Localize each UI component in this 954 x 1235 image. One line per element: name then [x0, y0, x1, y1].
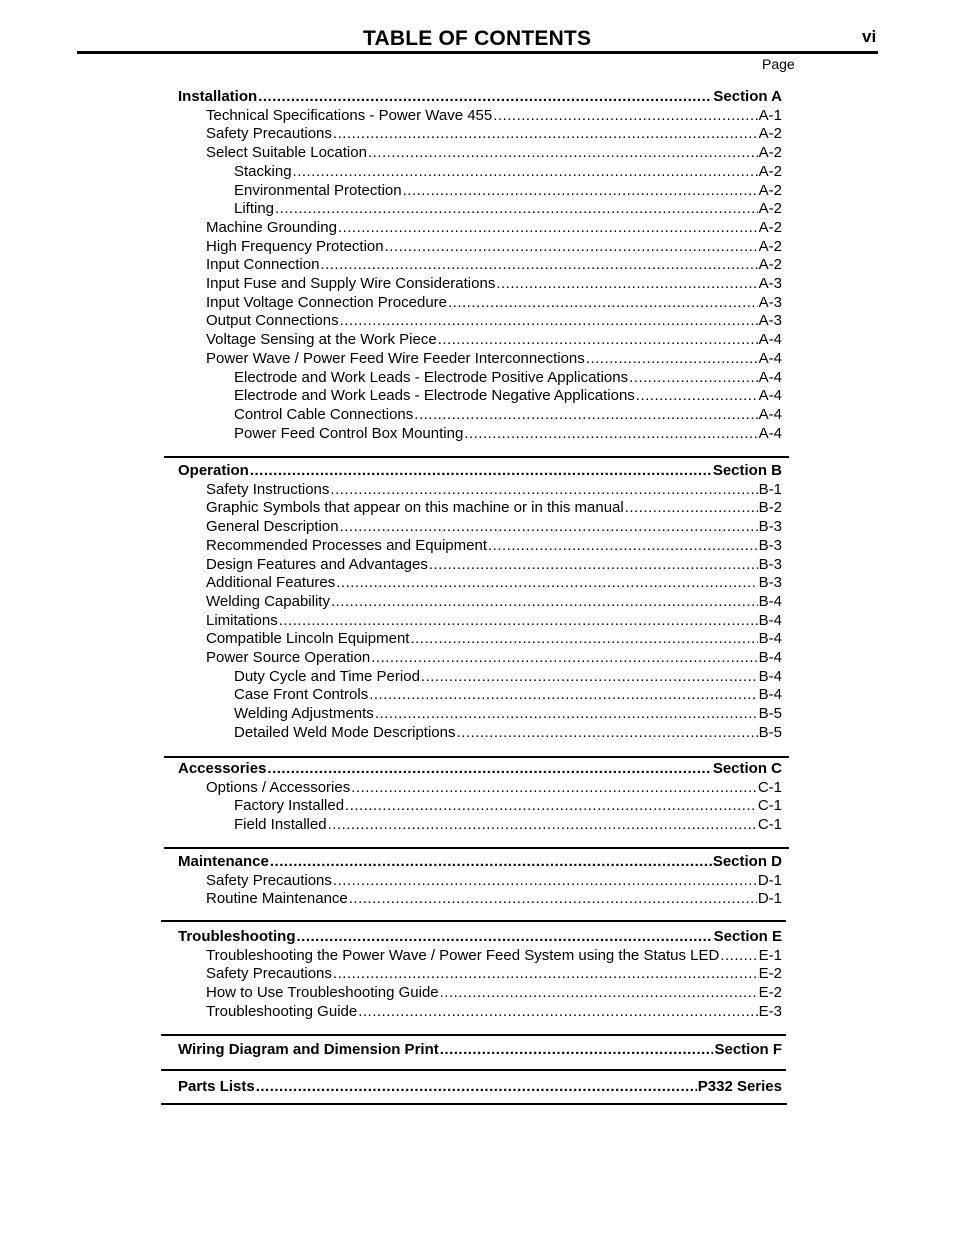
dot-leader [256, 1078, 697, 1097]
toc-entry [206, 275, 782, 294]
toc-entry-title: Power Wave / Power Feed Wire Feeder Interconnections [206, 349, 585, 367]
toc-section-heading-page: Section E [713, 928, 782, 945]
toc-entry-page: E-1 [758, 946, 782, 964]
toc-entry [206, 125, 782, 144]
page-column-label: Page [762, 56, 795, 72]
toc-entry-title: Select Suitable Location [206, 144, 367, 162]
dot-leader [385, 238, 758, 257]
toc-entry-page: D-1 [757, 890, 782, 908]
dot-leader [457, 724, 758, 743]
section-divider [161, 1103, 787, 1105]
dot-leader [333, 965, 758, 984]
toc-entry-title: Control Cable Connections [234, 405, 414, 423]
toc-entry [206, 556, 782, 575]
dot-leader [338, 219, 758, 238]
toc-entry-title: Options / Accessories [206, 778, 351, 796]
toc-entry [234, 425, 782, 444]
toc-entry-page: B-5 [758, 723, 782, 741]
toc-entry-page: A-2 [758, 237, 782, 255]
dot-leader [336, 574, 757, 593]
dot-leader [369, 686, 757, 705]
toc-entry-title: Troubleshooting Guide [206, 1002, 358, 1020]
toc-entry-page: B-4 [758, 630, 782, 648]
toc-section-heading [178, 853, 782, 872]
toc-entry-title: Welding Capability [206, 592, 330, 610]
toc-entry-title: Stacking [234, 162, 292, 180]
toc-entry [206, 574, 782, 593]
toc-entry-title: Additional Features [206, 574, 336, 592]
page-number: vi [862, 27, 877, 46]
dot-leader [371, 649, 757, 668]
toc-entry-title: Duty Cycle and Time Period [234, 667, 420, 685]
dot-leader [275, 200, 758, 219]
toc-entry-page: A-3 [758, 312, 782, 330]
toc-entry [206, 872, 782, 891]
toc-entry-title: Input Connection [206, 256, 320, 274]
dot-leader [340, 518, 758, 537]
toc-entry [206, 1003, 782, 1022]
toc-entry [206, 947, 782, 966]
toc-entry-page: D-1 [757, 871, 782, 889]
toc-entry-page: A-2 [758, 125, 782, 143]
toc-entry-page: A-2 [758, 218, 782, 236]
toc-entry-title: Input Fuse and Supply Wire Considerations [206, 275, 496, 292]
dot-leader [349, 890, 757, 909]
toc-entry-page: B-4 [758, 686, 782, 704]
toc-entry-title: Safety Precautions [206, 965, 332, 983]
toc-entry-title: Routine Maintenance [206, 890, 348, 908]
toc-section-heading-title: Troubleshooting [178, 928, 296, 945]
toc-entry-page: B-3 [758, 574, 782, 592]
toc-entry-title: Detailed Weld Mode Descriptions [234, 723, 456, 741]
toc-entry-page: A-4 [758, 349, 782, 367]
dot-leader [258, 88, 712, 107]
toc-entry-page: C-1 [757, 797, 782, 815]
toc-entry [234, 182, 782, 201]
toc-entry-title: Compatible Lincoln Equipment [206, 630, 410, 648]
toc-entry-title: Output Connections [206, 312, 339, 330]
dot-leader [340, 312, 758, 331]
toc-section-heading [178, 760, 782, 779]
dot-leader [333, 872, 757, 891]
toc-entry-title: Limitations [206, 611, 278, 629]
toc-entry-page: B-3 [758, 555, 782, 573]
toc-entry [206, 219, 782, 238]
toc-entry [234, 705, 782, 724]
dot-leader [493, 107, 757, 126]
toc-entry [206, 649, 782, 668]
toc-entry [234, 387, 782, 406]
toc-entry [234, 724, 782, 743]
dot-leader [297, 928, 713, 947]
toc-section-heading-title: Operation [178, 462, 249, 479]
toc-entry-page: A-2 [758, 162, 782, 180]
dot-leader [438, 331, 758, 350]
toc-entry-page: A-4 [758, 424, 782, 442]
toc-entry-title: Electrode and Work Leads - Electrode Negative Applications [234, 387, 635, 405]
toc-entry-title: Lifting [234, 200, 275, 218]
toc-section-heading-title: Installation [178, 88, 258, 105]
dot-leader [448, 294, 758, 313]
dot-leader [351, 779, 757, 798]
toc-entry [206, 350, 782, 369]
toc-entry [206, 481, 782, 500]
dot-leader [375, 705, 758, 724]
toc-entry-title: General Description [206, 518, 339, 536]
toc-entry-page: A-4 [758, 405, 782, 423]
toc-entry [206, 107, 782, 126]
toc-section-heading [178, 1041, 782, 1060]
dot-leader [250, 462, 712, 481]
toc-entry-page: E-2 [758, 984, 782, 1002]
toc-entry-title: Environmental Protection [234, 181, 402, 199]
toc-entry-page: B-5 [758, 705, 782, 723]
toc-entry-page: B-4 [758, 592, 782, 610]
toc-entry [206, 779, 782, 798]
toc-entry-page: E-3 [758, 1002, 782, 1020]
toc-entry-title: Electrode and Work Leads - Electrode Positive Applications [234, 368, 629, 386]
toc-entry-page: B-2 [758, 499, 782, 517]
toc-entry-page: B-3 [758, 536, 782, 554]
dot-leader [496, 275, 757, 294]
dot-leader [293, 163, 758, 182]
toc-entry-title: Voltage Sensing at the Work Piece [206, 331, 437, 349]
toc-entry [206, 984, 782, 1003]
toc-entry-page: E-2 [758, 965, 782, 983]
dot-leader [279, 612, 758, 631]
toc-entry-page: C-1 [757, 816, 782, 834]
dot-leader [320, 256, 757, 275]
toc-entry [206, 294, 782, 313]
toc-entry [234, 668, 782, 687]
toc-entry-page: A-4 [758, 387, 782, 405]
dot-leader [464, 425, 757, 444]
toc-entry-title: Input Voltage Connection Procedure [206, 293, 448, 311]
toc-entry [234, 406, 782, 425]
dot-leader [368, 144, 758, 163]
toc-entry-title: Welding Adjustments [234, 705, 374, 723]
toc-entry-page: B-4 [758, 649, 782, 666]
toc-section-heading-page: Section F [714, 1041, 782, 1058]
toc-entry-title: Safety Instructions [206, 480, 330, 498]
dot-leader [333, 125, 758, 144]
section-divider [161, 1069, 786, 1071]
toc-section-heading-page: Section C [712, 760, 782, 777]
toc-section-heading [178, 1078, 782, 1097]
toc-entry [234, 163, 782, 182]
toc-entry [234, 686, 782, 705]
toc-entry-title: Recommended Processes and Equipment [206, 536, 487, 554]
toc-entry-title: How to Use Troubleshooting Guide [206, 984, 439, 1002]
dot-leader [414, 406, 757, 425]
toc-entry [234, 797, 782, 816]
dot-leader [636, 387, 758, 406]
header-rule [77, 51, 878, 54]
dot-leader [421, 668, 758, 687]
toc-entry-title: Safety Precautions [206, 871, 332, 889]
toc-entry [206, 144, 782, 163]
toc-entry-title: Factory Installed [234, 797, 345, 815]
dot-leader [403, 182, 758, 201]
toc-entry [206, 593, 782, 612]
dot-leader [330, 481, 757, 500]
toc-entry-page: A-2 [758, 256, 782, 274]
toc-entry-title: Technical Specifications - Power Wave 455 [206, 106, 493, 124]
toc-entry [206, 537, 782, 556]
toc-entry-title: Design Features and Advantages [206, 555, 428, 573]
toc-entry [206, 890, 782, 909]
section-divider [164, 456, 789, 458]
dot-leader [429, 556, 758, 575]
dot-leader [586, 350, 758, 369]
dot-leader [358, 1003, 757, 1022]
dot-leader [720, 947, 757, 966]
toc-entry-page: B-4 [758, 611, 782, 629]
toc-entry-page: A-2 [758, 200, 782, 218]
toc-section-heading-page: Section B [712, 462, 782, 479]
toc-section-heading-page: Section A [713, 88, 782, 105]
toc-entry-page: A-4 [758, 368, 782, 386]
dot-leader [440, 984, 758, 1003]
toc-entry-title: Case Front Controls [234, 686, 369, 704]
toc-entry [234, 816, 782, 835]
toc-section-heading-page: Section D [712, 853, 782, 870]
dot-leader [629, 369, 758, 388]
toc-section-heading-title: Accessories [178, 760, 267, 777]
dot-leader [331, 593, 758, 612]
toc-entry-page: A-1 [758, 106, 782, 124]
toc-section-heading-page: P332 Series [697, 1078, 782, 1095]
toc-entry [206, 256, 782, 275]
toc-entry-page: A-3 [758, 275, 782, 292]
toc-entry-title: Safety Precautions [206, 125, 332, 143]
toc-entry-title: Power Source Operation [206, 649, 371, 666]
dot-leader [440, 1041, 714, 1060]
section-divider [164, 756, 789, 758]
toc-entry-page: A-2 [758, 144, 782, 162]
toc-section-heading [178, 928, 782, 947]
toc-entry-title: High Frequency Protection [206, 237, 384, 255]
toc-entry-page: A-4 [758, 331, 782, 349]
toc-entry-page: C-1 [757, 778, 782, 796]
toc-entry [234, 200, 782, 219]
toc-entry [206, 312, 782, 331]
toc-entry-title: Field Installed [234, 816, 327, 834]
dot-leader [488, 537, 758, 556]
toc-entry [206, 612, 782, 631]
toc-entry [234, 369, 782, 388]
toc-section-heading-title: Wiring Diagram and Dimension Print [178, 1041, 439, 1058]
toc-entry-page: A-2 [758, 181, 782, 199]
toc-section-heading-title: Maintenance [178, 853, 269, 870]
toc-entry-page: B-1 [758, 480, 782, 498]
toc-entry [206, 499, 782, 518]
dot-leader [267, 760, 711, 779]
toc-entry [206, 331, 782, 350]
toc-section-heading [178, 462, 782, 481]
dot-leader [625, 499, 758, 518]
toc-entry [206, 238, 782, 257]
toc-entry-title: Troubleshooting the Power Wave / Power Feed System using the Status LED [206, 946, 720, 964]
toc-entry [206, 630, 782, 649]
dot-leader [345, 797, 757, 816]
toc-entry-page: B-3 [758, 518, 782, 536]
toc-section-heading-title: Parts Lists [178, 1078, 255, 1095]
page-title: TABLE OF CONTENTS [363, 27, 592, 50]
dot-leader [270, 853, 712, 872]
toc-entry [206, 965, 782, 984]
toc-entry-title: Power Feed Control Box Mounting [234, 424, 464, 442]
section-divider [164, 847, 789, 849]
dot-leader [410, 630, 757, 649]
section-divider [161, 1034, 786, 1036]
toc-entry-title: Graphic Symbols that appear on this machine or in this manual [206, 499, 624, 517]
toc-entry-page: A-3 [758, 293, 782, 311]
toc-entry [206, 518, 782, 537]
toc-entry-page: B-4 [758, 667, 782, 685]
toc-section-heading [178, 88, 782, 107]
dot-leader [328, 816, 757, 835]
toc-entry-title: Machine Grounding [206, 218, 337, 236]
section-divider [161, 920, 786, 922]
